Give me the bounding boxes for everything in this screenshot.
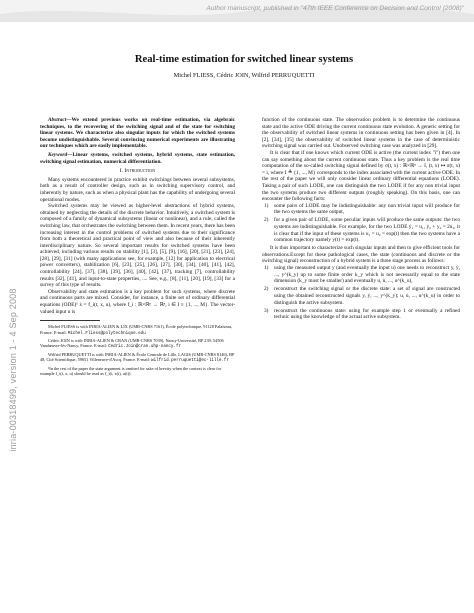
author-email-link[interactable]: Michel.Fliess@polytechnique.edu [67, 331, 146, 336]
keywords-text: Linear systems, switched systems, hybrid systems, state estimation, switching signal estimation, numerical differentiation. [40, 151, 235, 165]
abstract-label: Abstract— [48, 117, 72, 123]
list-item: 1) using the measured output y (and eventually the input u) one needs to reconstruct y, ẏ, ..., y^(k_y) up to some finite order k_y which is not necessarily equal to the state dimension (k_y must be smaller) and eventually u, u̇, ..., u^(k_u), [264, 265, 460, 285]
left-column [40, 117, 235, 377]
list-item: 2) for a given pair of LODE, some peculiar inputs will produce the same outputs: the two systems are indistinguishable. For example, for the two LODE ẏ₁ = u₁, ẏ₂ + y₂ = 2u₂, it is clear that if the input of these systems is u₁ = u₂ = exp(t) then the two systems have a common trajectory namely y(t) = exp(t). [264, 217, 460, 244]
right-paragraph-1: function of the continuous state. The observation problem is to determine the continuous state and the active ODE driving the current continuous state evolution. A generic setting for the observability of switched linear systems in continuous setting has been given in [4]. In [2], [34], [35] the observability of switched linear systems in the case of deterministic switching signal was carried out. Unobserved switching case was analyzed in [29]. [262, 117, 460, 150]
author-email-link[interactable]: Cedric.Join@cran.uhp-nancy.fr [108, 345, 181, 350]
right-paragraph-3: It is thus important to characterize such singular inputs and then to give efficient tools for observations.Except for these pathological cases, the state (continuous and discrete or the switching signal) reconstruction of a hybrid system is a three stage process as follows: [262, 245, 460, 265]
facts-list [262, 203, 460, 244]
right-paragraph-2: It is clear that if one knows which current ODE is active (the current index "i") then one can say something about the current continuous state. Thus a key problem is the real time computation of the so-called switching signal defined by σ(t, x) : ℝ×ℝⁿ → I, (t, x) ↦ σ(t, x) = i, where I ≜ {1, ..., M} corresponds to the index associated with the current active ODE. In the rest of the paper we will only consider linear ordinary differential equations (LODE). Taking a pair of such LODE, one can distinguish the two LODE if for any non trivial input the two systems produce two different outputs (roughly speaking). On this basis, one can encounter the following facts: [262, 149, 460, 203]
list-item: 2) reconstruct the switching signal or the discrete state: a set of signal are constructed using the obtained reconstructed signals y, ẏ, ..., y^(k_y); u, u̇, ..., u^(k_u) in order to distinguish the active subsystem. [264, 286, 460, 306]
intro-paragraph-1: Many systems encountered in practice exhibit switchings between several subsystems, both as a result of controller design, such as in switching supervisory control, and inherently by nature, such as when a physical plant has the capability of undergoing several operational modes. [40, 176, 235, 203]
footnote-author-3: Wilfrid PERRUQUETTI is with INRIA-ALIEN & École Centrale de Lille, LAGIS (UMR-CNRS 8146), BP 48, Cité Scientifique, 59651 Villeneuve-d'Ascq, France. E-mail: wilfrid.perruquetti@ec-lille.fr [40, 351, 235, 364]
stages-list [262, 265, 460, 321]
banner-text: Author manuscript, published in "47th IEEE Conference on Decision and Control (2008)" [206, 5, 464, 12]
side-identifier-stamp [6, 250, 20, 490]
abstract-text: We extend previous works on real-time estimation, via algebraic techniques, to the recovering of the switching signal and of the state for switching linear systems. We characterize also singular inputs for which the switched systems become undistinguishable. Several convincing numerical experiments are illustrating our techniques which are easily implementable. [40, 117, 235, 150]
footnote-author-1: Michel FLIESS is with INRIA-ALIEN & LIX (UMR-CNRS 7161), École polytechnique, 91128 Palaiseau, France. E-mail: Michel.Fliess@polytechnique.edu [40, 324, 233, 336]
list-item: 1) some pairs of LODE may be indistinguishable: any non trivial input will produce for the two systems the same output, [264, 202, 460, 216]
keywords [40, 152, 235, 165]
top-banner [0, 0, 474, 22]
keywords-label: Keyword— [48, 151, 73, 158]
side-identifier-text: inria-00318499, version 1 - 4 Sep 2008 [8, 288, 18, 452]
intro-paragraph-3: Observability and state estimation is a key problem for such systems, where discrete and continuous parts are mixed. Consider, for instance, a finite set of ordinary differential equations (ODE)¹ ẋ = f_i(t, x, u), where f_i : ℝ×ℝⁿ → ℝⁿ, i ∈ I ≡ {1, ..., M}. The vector-valued input u is [40, 288, 235, 315]
footnote-author-2: Cédric JOIN is with INRIA-ALIEN & CRAN (UMR-CNRS 7039), Nancy-Université, BP 239, 54506 Vandœuvre-lès-Nancy, France. E-mail: Cedric.Join@cran.uhp-nancy.fr [40, 338, 224, 350]
section-heading-introduction: I. Introduction [119, 168, 156, 175]
intro-paragraph-2: Switched systems may be viewed as higher-level abstractions of hybrid systems, obtained by neglecting the details of the discrete behavior. Intuitively, a switched system is composed of a family of dynamical subsystems (linear or nonlinear), and a rule, called the switching law, that orchestrates the switching between them. In recent years, there has been increasing interest in the control problems of switched systems due to their significance from both a theoretical and practical point of view and also because of their inherently interdisciplinary nature. So several important results for switched systems have been achieved, including various results on stability [1], [3], [5], [9], [16], [20], [21], [23], [24], [28], [29], [31] (with many applications see, for example, [12] for application to electrical power converters), stabilization [6], [23], [25], [26], [27], [30], [34], [40], [41], [42], controllability [24], [37], [38], [39], [36], [40], [42], [37], tracking [7], controllability results [32], [41], and input-to-state properties, .... See, e.g., [8], [11], [20], [19], [33] for a survey of this type of results. [40, 203, 235, 289]
author-email-link[interactable]: wilfrid.perruquetti@ec-lille.fr [151, 359, 229, 364]
paper-authors: Michel FLIESS, Cédric JOIN, Wilfrid PERRUQUETTI [173, 72, 315, 79]
footnote-rule [40, 320, 100, 321]
list-item: 3) reconstruct the continuous state: using for example step 1 or eventually a refined technic using the knowledge of the actual active subsystem. [264, 307, 460, 321]
right-column [262, 117, 460, 322]
paper-title: Real-time estimation for switched linear systems [134, 54, 354, 65]
abstract [40, 117, 235, 150]
footnote-notation: ¹In the rest of the paper the state argument is omitted for sake of brevity when the context is clear for example f_i(t, x, u) should be read as f_i(t, x(t), u(t)). [40, 365, 222, 377]
